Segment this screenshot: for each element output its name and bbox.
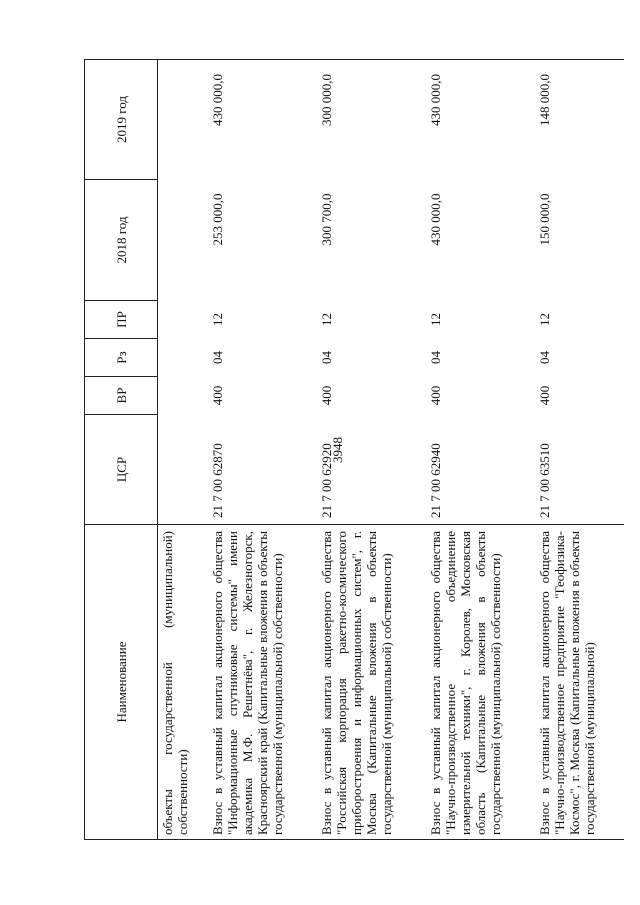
row-2018: 150 000,0: [536, 193, 552, 246]
row-2019: 148 000,0: [535, 60, 624, 180]
row-name: Взнос в уставный капитал акционерного общества "Российская корпорация ракетно-космического приборостроения и информационных систем", г. Москва (Капитальные вложения в объекты государственной (муниципальной) собственности): [317, 525, 426, 840]
header-2019: 2019 год: [85, 60, 158, 180]
row-2018: 430 000,0: [427, 193, 443, 246]
row-2019: 430 000,0: [208, 60, 317, 180]
row-name: Взнос в уставный капитал акционерного общества "Научно-производственное предприятие "Геофизика-Космос", г. Москва (Капитальные вложения в объекты государственной (муниципальной): [535, 525, 624, 840]
table-header-row: [85, 60, 158, 840]
row-rz: 04: [210, 351, 226, 364]
header-rz: Рз: [85, 339, 158, 377]
row-code: 21 7 00 62940: [427, 443, 443, 518]
row-vr: 400: [427, 385, 443, 406]
row-pr: 12: [536, 313, 552, 326]
budget-table: [84, 59, 624, 840]
row-2018: [158, 180, 209, 301]
table-row: [317, 60, 426, 840]
row-pr: [158, 301, 209, 339]
header-vr: ВР: [85, 377, 158, 415]
row-name: Взнос в уставный капитал акционерного общества "Научно-производственное объединение измерительной техники", г. Королев, Московская область (Капитальные вложения в объекты государственной (муниципальной) собственности): [426, 525, 535, 840]
table-row: [208, 60, 317, 840]
row-name: объекты государственной (муниципальной) собственности): [158, 525, 209, 840]
row-vr: 400: [210, 385, 226, 406]
row-vr: 400: [318, 385, 334, 406]
row-code: 21 7 00 62870: [210, 443, 226, 518]
row-code: [158, 415, 209, 525]
row-rz: 04: [536, 351, 552, 364]
row-2019: 300 000,0: [317, 60, 426, 180]
row-pr: 12: [427, 313, 443, 326]
row-rz: [158, 339, 209, 377]
header-name: Наименование: [85, 525, 158, 840]
row-code: 21 7 00 62920: [318, 443, 334, 518]
table-row: [535, 60, 624, 840]
row-vr: 400: [536, 385, 552, 406]
row-code: 21 7 00 63510: [536, 443, 552, 518]
table-row: [426, 60, 535, 840]
row-2019: 430 000,0: [426, 60, 535, 180]
row-2018: 253 000,0: [210, 193, 226, 246]
row-name: Взнос в уставный капитал акционерного общества "Информационные спутниковые системы" имени академика М.Ф. Решетнёва", г. Железногорск, Красноярский край (Капитальные вложения в объекты государственной (муниципальной) собственности): [208, 525, 317, 840]
row-pr: 12: [210, 313, 226, 326]
row-rz: 04: [427, 351, 443, 364]
row-2019: [158, 60, 209, 180]
row-pr: 12: [318, 313, 334, 326]
budget-table-wrapper: [84, 60, 624, 840]
row-2018: 300 700,0: [318, 193, 334, 246]
table-row: [158, 60, 209, 840]
row-rz: 04: [318, 351, 334, 364]
header-2018: 2018 год: [85, 180, 158, 301]
header-pr: ПР: [85, 301, 158, 339]
header-code: ЦСР: [85, 415, 158, 525]
page-number: 3948: [330, 437, 345, 463]
row-vr: [158, 377, 209, 415]
